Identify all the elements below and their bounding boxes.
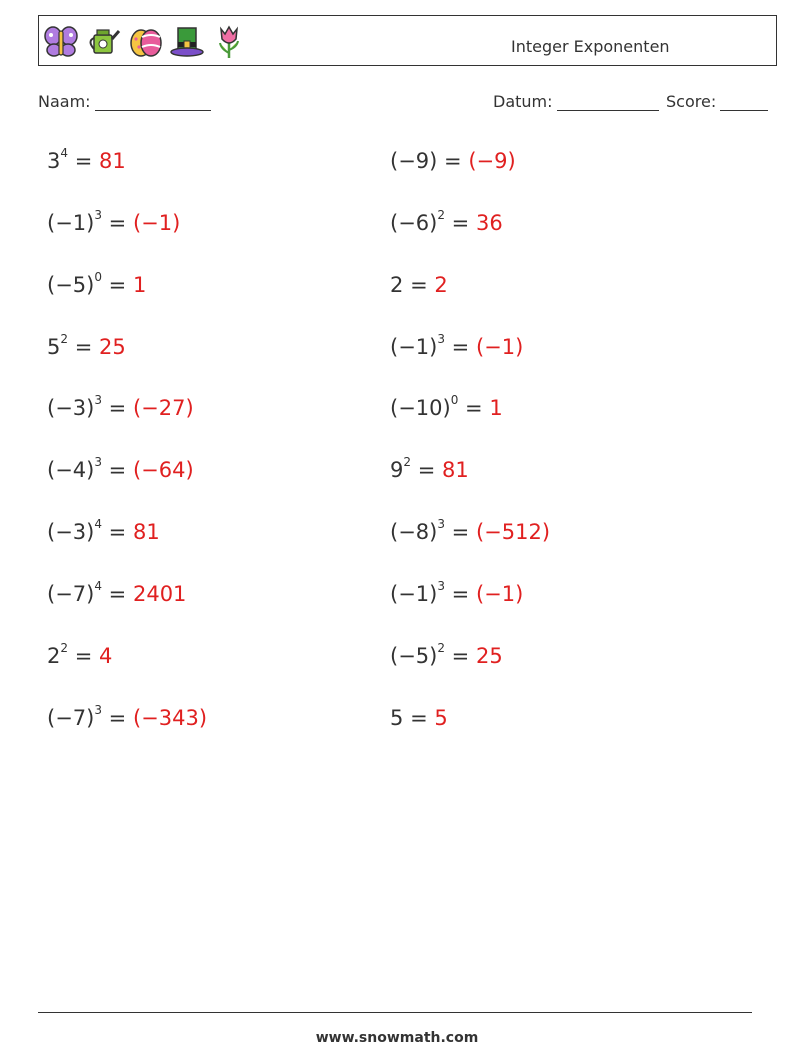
problem-base: (−5): [390, 644, 438, 668]
equals-sign: =: [451, 211, 470, 235]
problem-answer: (−1): [475, 582, 524, 606]
problem-exponent: 0: [450, 393, 459, 407]
problem-answer: 25: [99, 335, 126, 359]
equals-sign: =: [108, 396, 127, 420]
problem-exponent: 3: [94, 455, 102, 469]
problem-base: 2: [390, 273, 404, 297]
problem-exponent: 4: [60, 146, 69, 160]
equals-sign: =: [444, 149, 462, 173]
problem-answer: 81: [132, 520, 160, 544]
problem-exponent: 3: [94, 393, 102, 407]
problem-13: [47, 517, 160, 544]
problem-answer: (−512): [475, 520, 551, 544]
problem-base: (−8): [390, 520, 438, 544]
equals-sign: =: [451, 335, 470, 359]
problem-base: (−1): [47, 211, 95, 235]
equals-sign: =: [108, 582, 127, 606]
problem-answer: (−64): [132, 458, 194, 482]
problem-18: [390, 641, 503, 668]
problem-exponent: 2: [437, 641, 445, 655]
problem-base: (−9): [390, 149, 438, 173]
problem-12: [390, 455, 469, 482]
problem-base: (−1): [390, 582, 438, 606]
problem-exponent: 0: [94, 270, 102, 284]
problem-15: [47, 579, 187, 606]
problem-exponent: 2: [437, 208, 445, 222]
problem-answer: 25: [475, 644, 503, 668]
equals-sign: =: [451, 520, 470, 544]
problem-base: (−7): [47, 582, 95, 606]
problem-19: [47, 703, 208, 730]
equals-sign: =: [108, 211, 127, 235]
header-icons: [43, 23, 247, 59]
problem-answer: (−1): [132, 211, 181, 235]
name-field: [38, 92, 211, 111]
problem-base: 2: [47, 644, 61, 668]
problem-5: [47, 270, 147, 297]
problem-answer: (−1): [475, 335, 524, 359]
problem-exponent: 4: [94, 517, 102, 531]
problem-10: [390, 393, 503, 420]
equals-sign: =: [74, 644, 93, 668]
problem-answer: (−27): [132, 396, 194, 420]
butterfly-icon: [43, 23, 79, 59]
score-field: [666, 92, 768, 111]
equals-sign: =: [108, 273, 127, 297]
problem-1: [47, 146, 126, 173]
watering-can-icon: [85, 23, 121, 59]
problem-answer: 36: [475, 211, 503, 235]
problem-base: (−6): [390, 211, 438, 235]
problem-answer: (−343): [132, 706, 208, 730]
equals-sign: =: [74, 335, 93, 359]
score-blank: [720, 92, 768, 111]
problem-base: (−1): [390, 335, 438, 359]
problem-base: (−7): [47, 706, 95, 730]
problem-14: [390, 517, 551, 544]
equals-sign: =: [410, 706, 428, 730]
problem-11: [47, 455, 194, 482]
problem-20: [390, 706, 448, 730]
equals-sign: =: [417, 458, 436, 482]
problem-exponent: 2: [403, 455, 412, 469]
worksheet-header: [38, 15, 777, 66]
problem-base: (−3): [47, 520, 95, 544]
equals-sign: =: [465, 396, 483, 420]
name-blank: [95, 92, 211, 111]
date-blank: [557, 92, 659, 111]
problem-answer: 81: [442, 458, 469, 482]
equals-sign: =: [451, 582, 470, 606]
problem-6: [390, 273, 448, 297]
equals-sign: =: [451, 644, 470, 668]
footer-divider: [38, 1012, 752, 1013]
problem-base: 5: [47, 335, 61, 359]
problem-answer: 1: [132, 273, 147, 297]
score-label: Score:: [666, 92, 717, 111]
problem-exponent: 3: [94, 208, 102, 222]
footer-site-link[interactable]: www.snowmath.com: [315, 1030, 479, 1046]
equals-sign: =: [108, 458, 127, 482]
problem-8: [390, 332, 524, 359]
problem-answer: 1: [489, 396, 503, 420]
problem-exponent: 3: [437, 332, 445, 346]
problem-7: [47, 332, 126, 359]
equals-sign: =: [108, 520, 127, 544]
problem-3: [47, 208, 181, 235]
problem-exponent: 4: [94, 579, 102, 593]
problem-answer: (−9): [468, 149, 516, 173]
problem-base: 9: [390, 458, 404, 482]
tulip-icon: [211, 23, 247, 59]
problem-2: [390, 149, 516, 173]
problem-17: [47, 641, 113, 668]
problem-answer: 2: [434, 273, 448, 297]
problem-base: 5: [390, 706, 404, 730]
equals-sign: =: [410, 273, 428, 297]
worksheet-title: Integer Exponenten: [511, 37, 670, 56]
name-label: Naam:: [38, 92, 91, 111]
problem-exponent: 3: [94, 703, 102, 717]
problem-base: (−3): [47, 396, 95, 420]
problem-answer: 4: [99, 644, 113, 668]
problem-answer: 2401: [132, 582, 187, 606]
problem-exponent: 3: [437, 579, 445, 593]
problem-answer: 81: [99, 149, 126, 173]
problem-exponent: 2: [60, 641, 69, 655]
problem-base: (−10): [390, 396, 451, 420]
equals-sign: =: [108, 706, 127, 730]
problem-16: [390, 579, 524, 606]
problem-9: [47, 393, 194, 420]
problem-exponent: 3: [437, 517, 445, 531]
problem-base: 3: [47, 149, 61, 173]
problem-answer: 5: [434, 706, 448, 730]
date-label: Datum:: [493, 92, 553, 111]
problem-exponent: 2: [60, 332, 69, 346]
easter-egg-icon: [127, 23, 163, 59]
problem-4: [390, 208, 503, 235]
problem-base: (−5): [47, 273, 95, 297]
problem-base: (−4): [47, 458, 95, 482]
date-field: [493, 92, 659, 111]
equals-sign: =: [74, 149, 93, 173]
leprechaun-hat-icon: [169, 23, 205, 59]
